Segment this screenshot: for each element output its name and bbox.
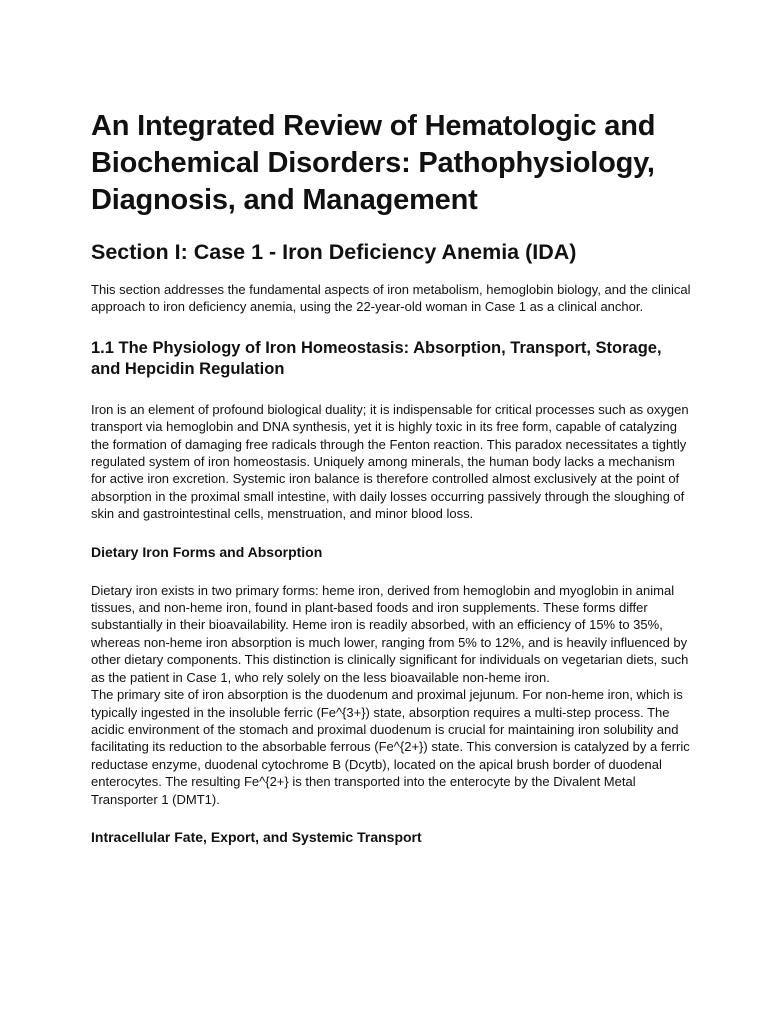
- section-intro-paragraph: This section addresses the fundamental aspects of iron metabolism, hemoglobin biology, and the clinical approach to iron deficiency anemia, using the 22-year-old woman in Case 1 as a clinical anchor.: [91, 282, 691, 315]
- iron-absorption-paragraph: The primary site of iron absorption is the duodenum and proximal jejunum. For non-heme iron, which is typically ingested in the insoluble ferric (Fe^{3+}) state, absorption requires a multi-step process. The acidic environment of the stomach and proximal duodenum is crucial for maintaining iron solubility and facilitating its reduction to the absorbable ferrous (Fe^{2+}) state. This conversion is catalyzed by a ferric reductase enzyme, duodenal cytochrome B (Dcytb), located on the apical brush border of duodenal enterocytes. The resulting Fe^{2+} is then transported into the enterocyte by the Divalent Metal Transporter 1 (DMT1).: [91, 687, 690, 807]
- document-title: An Integrated Review of Hematologic and Biochemical Disorders: Pathophysiology, Diagnosis, and Management: [91, 110, 656, 216]
- iron-homeostasis-paragraph: Iron is an element of profound biological duality; it is indispensable for critical processes such as oxygen transport via hemoglobin and DNA synthesis, yet it is highly toxic in its free form, capable of catalyzing the formation of damaging free radicals through the Fenton reaction. This paradox necessitates a tightly regulated system of iron homeostasis. Uniquely among minerals, the human body lacks a mechanism for active iron excretion. Systemic iron balance is therefore controlled almost exclusively at the point of absorption in the proximal small intestine, with daily losses occurring passively through the sloughing of skin and gastrointestinal cells, menstruation, and minor blood loss.: [91, 401, 689, 522]
- dietary-iron-paragraph: Dietary iron exists in two primary forms: heme iron, derived from hemoglobin and myoglobin in animal tissues, and non-heme iron, found in plant-based foods and iron supplements. These forms differ substantially in their bioavailability. Heme iron is readily absorbed, with an efficiency of 15% to 35%, whereas non-heme iron absorption is much lower, ranging from 5% to 12%, and is heavily influenced by other dietary components. This distinction is clinically significant for individuals on vegetarian diets, such as the patient in Case 1, who rely solely on the less bioavailable non-heme iron.: [91, 582, 689, 685]
- document-page: [91, 108, 691, 846]
- intracellular-transport-heading: Intracellular Fate, Export, and Systemic Transport: [91, 828, 422, 845]
- subsection-heading: 1.1 The Physiology of Iron Homeostasis: Absorption, Transport, Storage, and Hepcidin Regulation: [91, 338, 662, 378]
- dietary-iron-heading: Dietary Iron Forms and Absorption: [91, 543, 323, 560]
- section-heading: Section I: Case 1 - Iron Deficiency Anemia (IDA): [91, 240, 577, 264]
